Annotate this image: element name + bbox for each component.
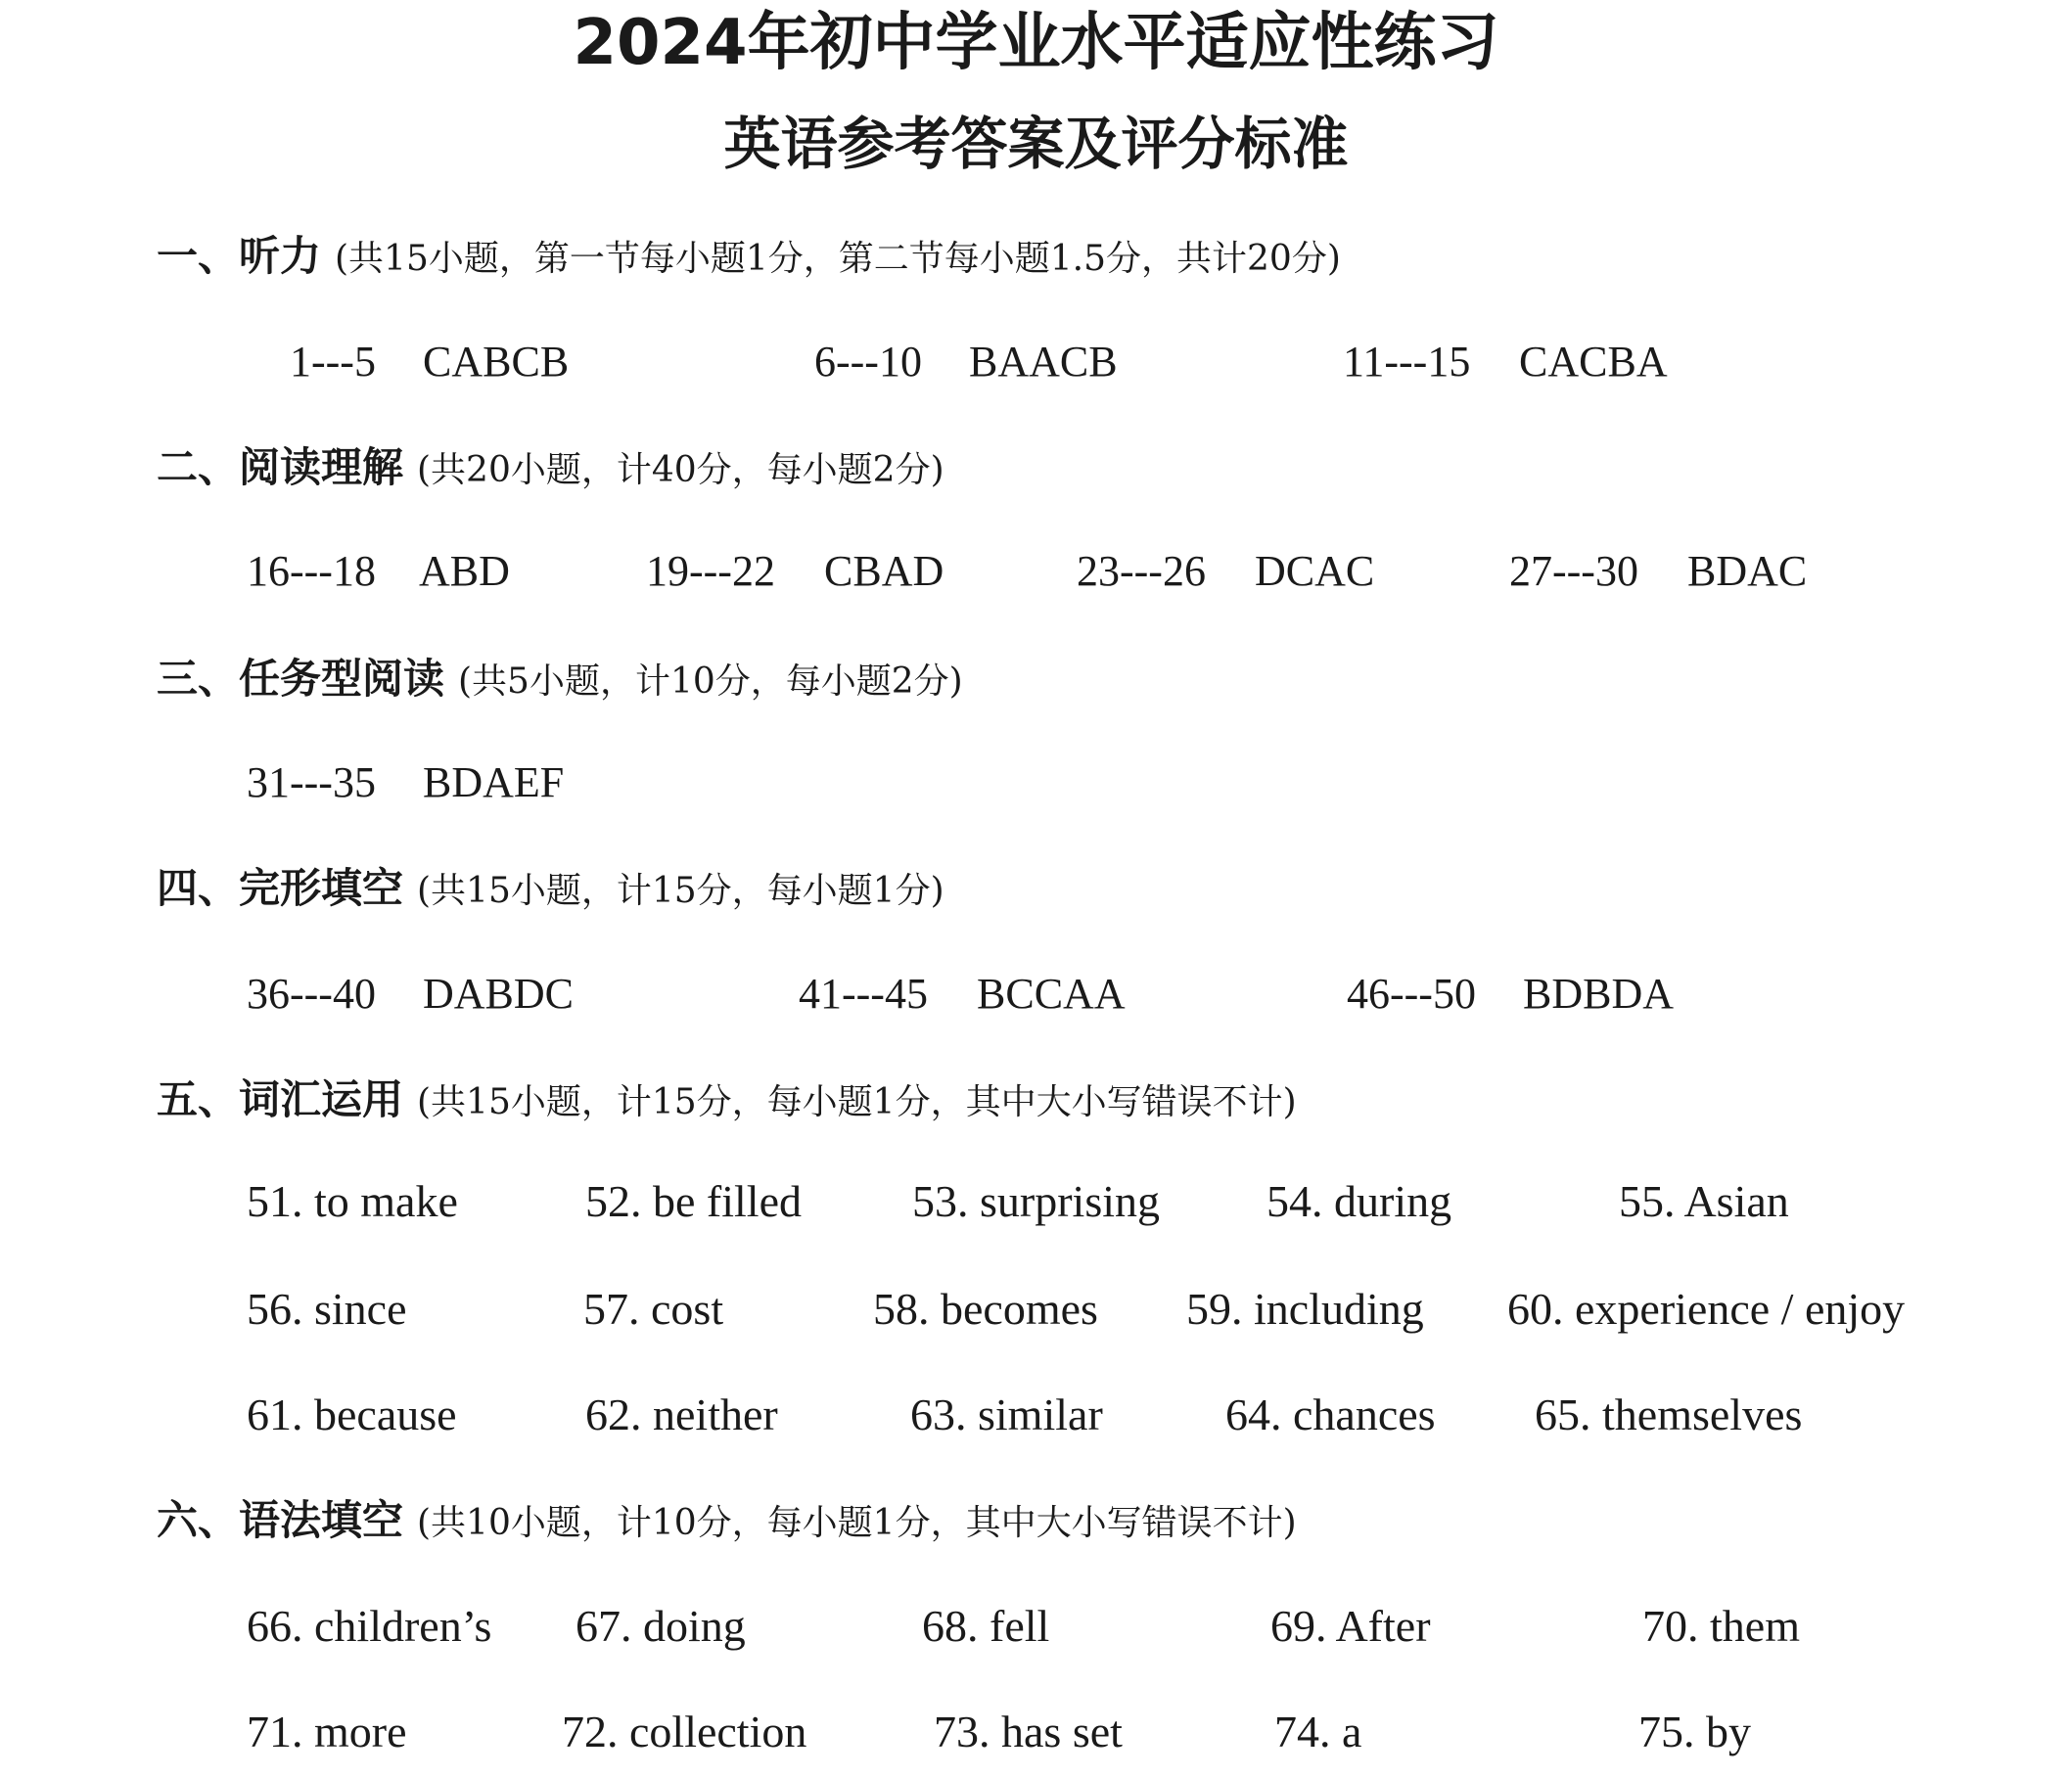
- answer-letters: BDBDA: [1523, 970, 1675, 1018]
- section-heading-cloze: [157, 859, 944, 918]
- answer-item: 73. has set: [934, 1707, 1123, 1756]
- answer-item: 75. by: [1638, 1707, 1751, 1756]
- answer-item: 67. doing: [576, 1601, 746, 1651]
- answer-row: [0, 753, 2072, 812]
- answer-letters: ABD: [419, 547, 510, 595]
- answer-item: 61. because: [247, 1390, 457, 1439]
- section-note: (共15小题，计15分，每小题1分，其中大小写错误不计): [417, 1082, 1297, 1122]
- answer-item: 57. cost: [583, 1284, 724, 1334]
- answer-item: 69. After: [1270, 1601, 1431, 1651]
- answer-range: 36---40: [247, 970, 376, 1018]
- answer-row: [0, 965, 2072, 1024]
- answer-item: 51. to make: [247, 1176, 458, 1226]
- section-note: (共10小题，计10分，每小题1分，其中大小写错误不计): [417, 1503, 1297, 1543]
- answer-item: 54. during: [1266, 1176, 1452, 1226]
- answer-row: [0, 1172, 2072, 1231]
- answer-range: 11---15: [1343, 338, 1471, 386]
- answer-range: 23---26: [1077, 547, 1206, 595]
- answer-item: 58. becomes: [873, 1284, 1098, 1334]
- section-heading-listening: [157, 227, 1341, 286]
- answer-item: 65. themselves: [1535, 1390, 1803, 1439]
- answer-range: 19---22: [646, 547, 775, 595]
- answer-item: 60. experience / enjoy: [1507, 1284, 1906, 1334]
- answer-row: [0, 1280, 2072, 1339]
- section-heading-task-reading: [157, 650, 963, 708]
- answer-letters: BCCAA: [977, 970, 1126, 1018]
- answer-item: 66. children’s: [247, 1601, 492, 1651]
- section-title: 六、语法填空: [157, 1496, 404, 1544]
- section-heading-vocabulary: [157, 1071, 1297, 1129]
- section-note: (共15小题，第一节每小题1分，第二节每小题1.5分，共计20分): [335, 239, 1341, 279]
- section-title: 四、完形填空: [157, 864, 404, 912]
- answer-item: 55. Asian: [1619, 1176, 1789, 1226]
- answer-range: 1---5: [290, 338, 376, 386]
- answer-item: 71. more: [247, 1707, 407, 1756]
- answer-range: 16---18: [247, 547, 376, 595]
- answer-range: 6---10: [814, 338, 922, 386]
- answer-letters: CABCB: [423, 338, 570, 386]
- answer-row: [0, 1386, 2072, 1444]
- answer-item: 62. neither: [585, 1390, 778, 1439]
- section-note: (共5小题，计10分，每小题2分): [458, 661, 963, 702]
- answer-range: 27---30: [1509, 547, 1638, 595]
- section-title: 五、词汇运用: [157, 1075, 404, 1123]
- answer-item: 68. fell: [922, 1601, 1050, 1651]
- answer-range: 41---45: [799, 970, 928, 1018]
- section-note: (共20小题，计40分，每小题2分): [417, 450, 944, 490]
- answer-letters: DCAC: [1255, 547, 1375, 595]
- answer-letters: BAACB: [969, 338, 1118, 386]
- section-title: 二、阅读理解: [157, 443, 404, 491]
- answer-letters: CACBA: [1519, 338, 1668, 386]
- answer-letters: BDAEF: [423, 758, 565, 806]
- answer-item: 72. collection: [562, 1707, 807, 1756]
- answer-row: [0, 333, 2072, 391]
- answer-letters: DABDC: [423, 970, 575, 1018]
- answer-item: 53. surprising: [912, 1176, 1160, 1226]
- answer-range: 31---35: [247, 758, 376, 806]
- answer-row: [0, 542, 2072, 601]
- answer-item: 56. since: [247, 1284, 407, 1334]
- page-title: 2024年初中学业水平适应性练习: [573, 7, 1499, 79]
- answer-row: [0, 1703, 2072, 1761]
- answer-item: 64. chances: [1225, 1390, 1436, 1439]
- answer-letters: CBAD: [824, 547, 944, 595]
- answer-item: 59. including: [1186, 1284, 1424, 1334]
- answer-item: 52. be filled: [585, 1176, 802, 1226]
- section-note: (共15小题，计15分，每小题1分): [417, 871, 944, 911]
- answer-item: 63. similar: [910, 1390, 1103, 1439]
- answer-letters: BDAC: [1687, 547, 1808, 595]
- section-heading-reading: [157, 438, 944, 497]
- page-subtitle: 英语参考答案及评分标准: [723, 111, 1349, 177]
- answer-range: 46---50: [1347, 970, 1476, 1018]
- section-title: 一、听力: [157, 232, 322, 280]
- answer-item: 70. them: [1642, 1601, 1800, 1651]
- section-title: 三、任务型阅读: [157, 655, 445, 703]
- section-heading-grammar: [157, 1491, 1297, 1550]
- answer-row: [0, 1597, 2072, 1656]
- answer-item: 74. a: [1274, 1707, 1362, 1756]
